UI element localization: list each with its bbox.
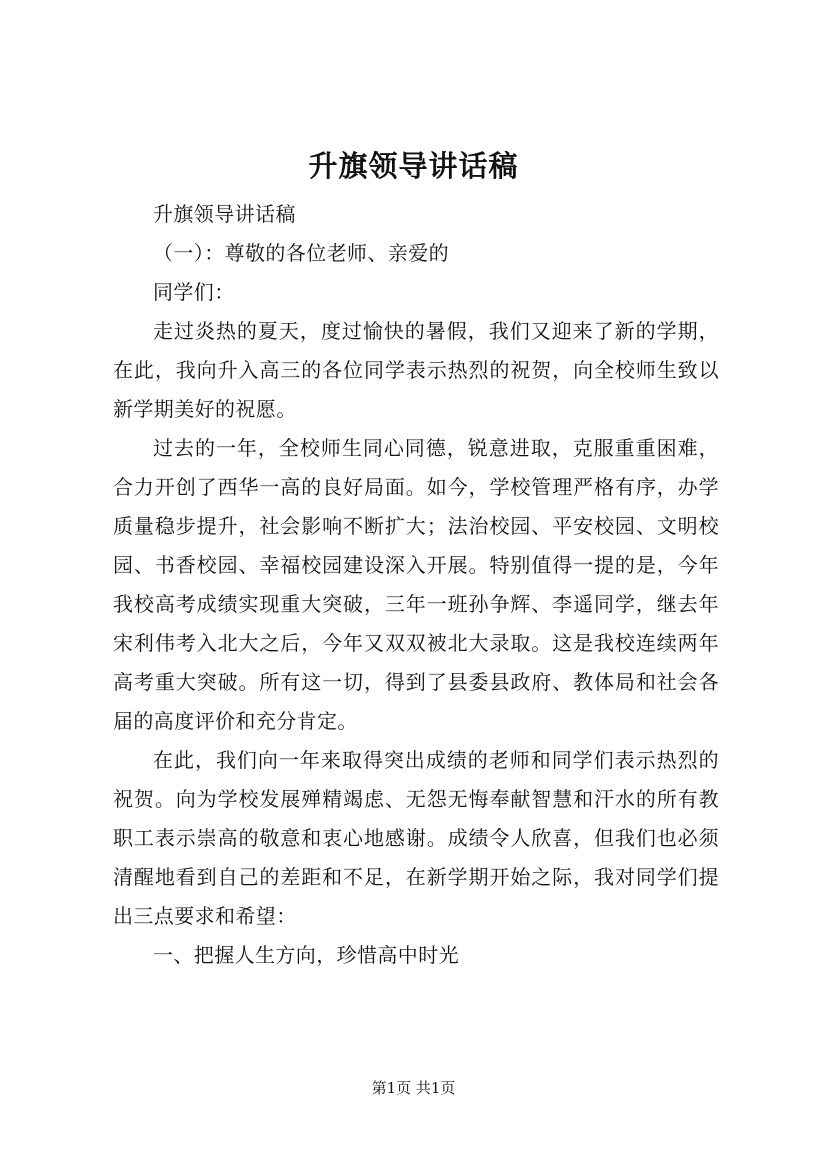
page-footer: 第1页 共1页 — [371, 1079, 456, 1097]
paragraph-opening: 走过炎热的夏天，度过愉快的暑假，我们又迎来了新的学期，在此，我向升入高三的各位同学表示热烈的祝贺，向全校师生致以新学期美好的祝愿。 — [113, 319, 719, 421]
document-title: 升旗领导讲话稿 — [308, 149, 519, 183]
paragraph-point-one: 一、把握人生方向，珍惜高中时光 — [153, 943, 459, 967]
paragraph-salutation-2: 同学们： — [153, 280, 235, 304]
paragraph-thanks: 在此，我们向一年来取得突出成绩的老师和同学们表示热烈的祝贺。向为学校发展殚精竭虑、无怨无悔奉献智慧和汗水的所有教职工表示崇高的敬意和衷心地感谢。成绩令人欣喜，但我们也必须清醒地看到自己的差距和不足，在新学期开始之际，我对同学们提出三点要求和希望： — [113, 748, 719, 928]
paragraph-review: 过去的一年，全校师生同心同德，锐意进取，克服重重困难，合力开创了西华一高的良好局面。如今，学校管理严格有序，办学质量稳步提升，社会影响不断扩大；法治校园、平安校园、文明校园、书香校园、幸福校园建设深入开展。特别值得一提的是，今年我校高考成绩实现重大突破，三年一班孙争辉、李遥同学，继去年宋利伟考入北大之后，今年又双双被北大录取。这是我校连续两年高考重大突破。所有这一切，得到了县委县政府、教体局和社会各届的高度评价和充分肯定。 — [113, 436, 719, 733]
paragraph-salutation-1: （一）：尊敬的各位老师、亲爱的 — [153, 241, 449, 265]
paragraph-heading: 升旗领导讲话稿 — [153, 202, 296, 226]
document-body — [113, 195, 719, 975]
